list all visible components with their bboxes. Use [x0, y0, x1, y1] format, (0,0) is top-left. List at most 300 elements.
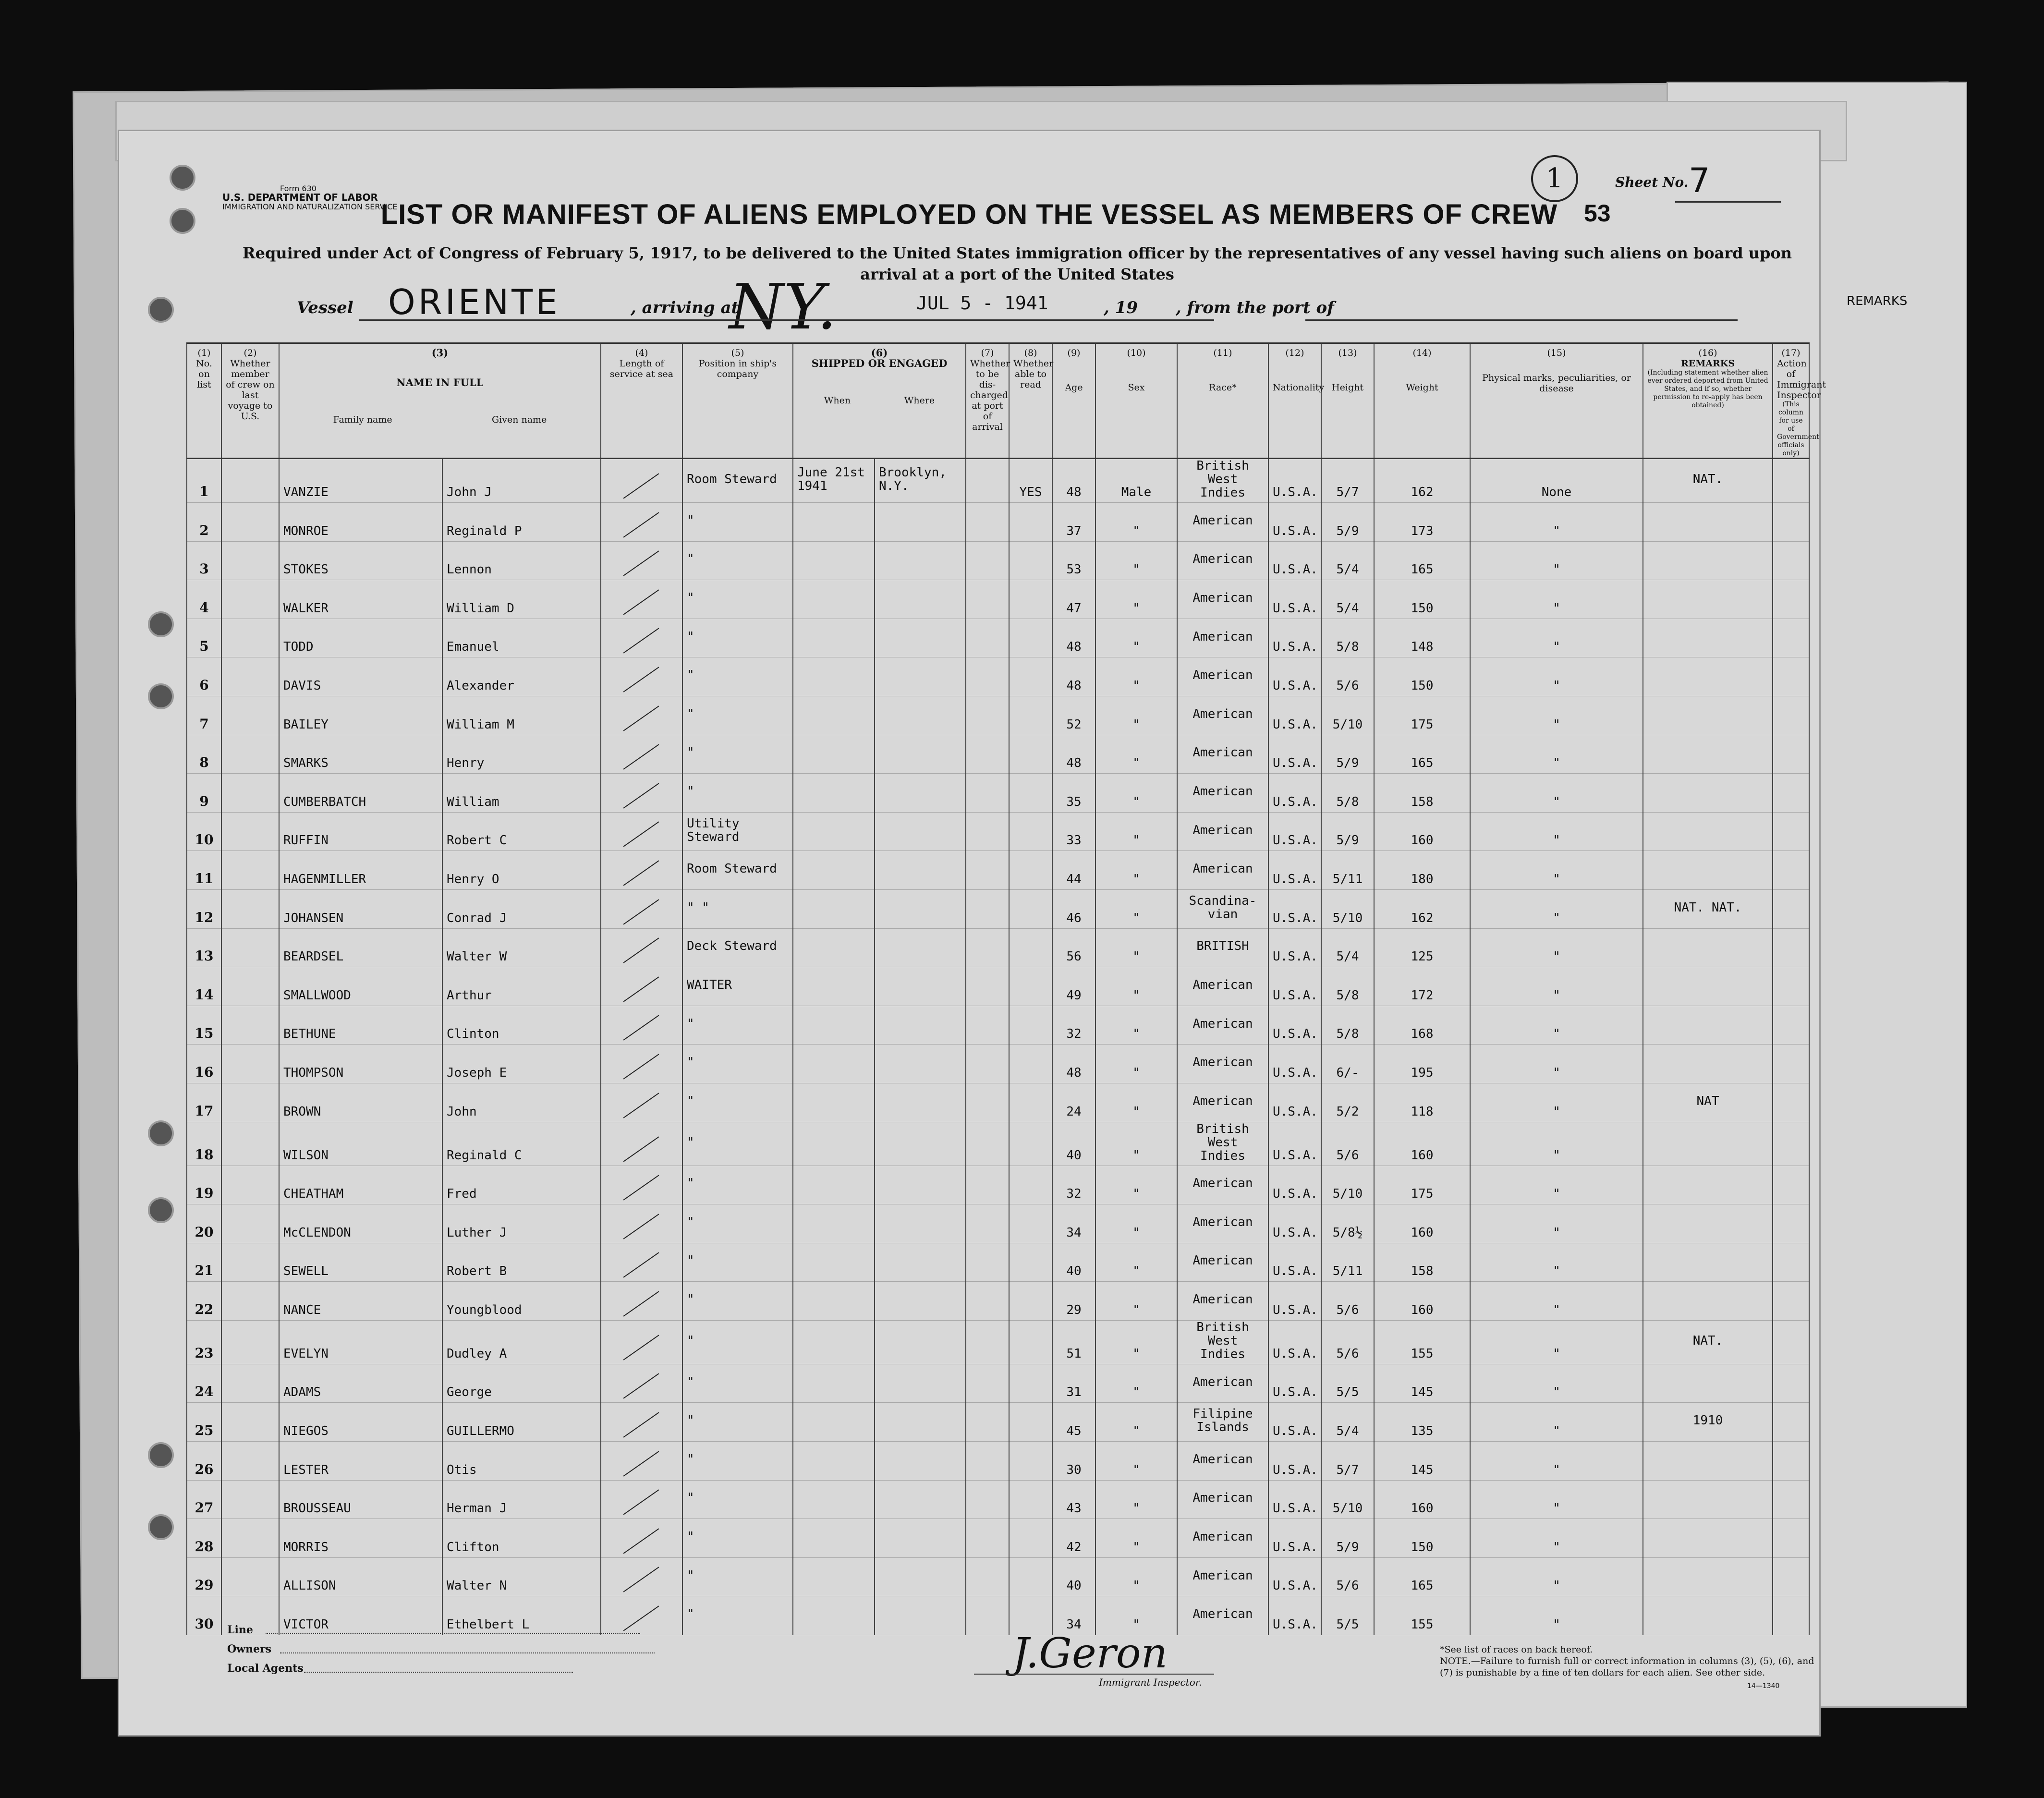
height-cell: 5/10 — [1321, 1166, 1374, 1204]
inspector-action-cell — [1773, 812, 1809, 851]
tally-mark — [623, 860, 659, 886]
row-number: 16 — [187, 1045, 221, 1083]
sex-cell: " — [1095, 1364, 1177, 1403]
weight-cell: 155 — [1374, 1320, 1470, 1364]
nationality-cell: U.S.A. — [1268, 851, 1321, 890]
discharged-cell — [966, 928, 1009, 967]
height-cell: 5/9 — [1321, 1519, 1374, 1558]
weight-cell: 160 — [1374, 1480, 1470, 1519]
service-length-cell — [601, 1006, 682, 1045]
binder-hole — [148, 1197, 174, 1223]
sex-cell: " — [1095, 1166, 1177, 1204]
weight-cell: 155 — [1374, 1596, 1470, 1635]
table-row — [187, 657, 1809, 696]
col-header-remarks: (16) REMARKS (Including statement whether alien ever ordered deported from United States, and if so, whether permission to re-apply has been obtained) — [1643, 343, 1773, 459]
table-row — [187, 774, 1809, 813]
shipped-where-cell — [875, 928, 966, 967]
prior-voyage-cell — [221, 1204, 279, 1243]
arriving-label: , arriving at — [631, 298, 739, 317]
table-row — [187, 1006, 1809, 1045]
nationality-cell: U.S.A. — [1268, 1442, 1321, 1481]
col-header-race: (11) Race* — [1177, 343, 1268, 459]
race-cell: American — [1177, 1480, 1268, 1519]
physical-marks-cell: " — [1470, 812, 1643, 851]
sex-cell: " — [1095, 1596, 1177, 1635]
col-header-able-to-read: (8) Whether able to read — [1009, 343, 1052, 459]
shipped-where-cell — [875, 1243, 966, 1282]
race-cell: American — [1177, 812, 1268, 851]
service-length-cell — [601, 1083, 682, 1122]
service-length-cell — [601, 1403, 682, 1442]
family-name-cell: ADAMS — [279, 1364, 442, 1403]
able-to-read-cell — [1009, 1045, 1052, 1083]
weight-cell: 175 — [1374, 1166, 1470, 1204]
form-number: Form 630 — [280, 184, 316, 193]
weight-cell: 195 — [1374, 1045, 1470, 1083]
tally-mark — [623, 705, 659, 731]
nationality-cell: U.S.A. — [1268, 1243, 1321, 1282]
given-name-cell: Otis — [442, 1442, 601, 1481]
shipped-where-cell — [875, 580, 966, 619]
inspector-action-cell — [1773, 696, 1809, 735]
col-header-where: Where — [904, 395, 935, 406]
remarks-cell — [1643, 1480, 1773, 1519]
sex-cell: " — [1095, 1320, 1177, 1364]
weight-cell: 160 — [1374, 1204, 1470, 1243]
row-number: 9 — [187, 774, 221, 813]
sex-cell: Male — [1095, 459, 1177, 503]
family-name-cell: CUMBERBATCH — [279, 774, 442, 813]
height-cell: 5/4 — [1321, 928, 1374, 967]
able-to-read-cell — [1009, 928, 1052, 967]
race-cell: American — [1177, 851, 1268, 890]
height-cell: 5/11 — [1321, 1243, 1374, 1282]
inspector-signature: J.Geron — [1012, 1629, 1168, 1677]
col-header-nationality: (12) Nationality — [1268, 343, 1321, 459]
race-cell: American — [1177, 1364, 1268, 1403]
inspector-label: Immigrant Inspector. — [1099, 1677, 1202, 1688]
from-port-label: , from the port of — [1176, 298, 1334, 317]
discharged-cell — [966, 541, 1009, 580]
inspector-action-cell — [1773, 503, 1809, 542]
binder-hole — [148, 611, 174, 637]
able-to-read-cell — [1009, 812, 1052, 851]
physical-marks-cell: None — [1470, 459, 1643, 503]
nationality-cell: U.S.A. — [1268, 812, 1321, 851]
discharged-cell — [966, 1045, 1009, 1083]
row-number: 1 — [187, 459, 221, 503]
shipped-when-cell — [793, 774, 875, 813]
discharged-cell — [966, 735, 1009, 774]
family-name-cell: VICTOR — [279, 1596, 442, 1635]
table-header-row — [187, 343, 1809, 459]
able-to-read-cell — [1009, 541, 1052, 580]
row-number: 10 — [187, 812, 221, 851]
prior-voyage-cell — [221, 1282, 279, 1321]
remarks-cell — [1643, 812, 1773, 851]
underlying-remarks-label: REMARKS — [1847, 294, 1908, 308]
family-name-cell: CHEATHAM — [279, 1166, 442, 1204]
physical-marks-cell: " — [1470, 967, 1643, 1006]
race-cell: American — [1177, 1045, 1268, 1083]
given-name-cell: John — [442, 1083, 601, 1122]
year-label: , 19 — [1104, 298, 1138, 317]
binder-hole — [148, 297, 174, 323]
age-cell: 31 — [1052, 1364, 1095, 1403]
given-name-cell: Clifton — [442, 1519, 601, 1558]
weight-cell: 118 — [1374, 1083, 1470, 1122]
physical-marks-cell: " — [1470, 696, 1643, 735]
tally-mark — [623, 1291, 659, 1316]
sex-cell: " — [1095, 812, 1177, 851]
race-cell: American — [1177, 503, 1268, 542]
given-name-cell: Fred — [442, 1166, 601, 1204]
sheet-number-label: Sheet No. — [1615, 174, 1689, 190]
prior-voyage-cell — [221, 1403, 279, 1442]
prior-voyage-cell — [221, 1122, 279, 1166]
nationality-cell: U.S.A. — [1268, 1166, 1321, 1204]
discharged-cell — [966, 967, 1009, 1006]
given-name-cell: Ethelbert L — [442, 1596, 601, 1635]
service-length-cell — [601, 657, 682, 696]
age-cell: 32 — [1052, 1166, 1095, 1204]
able-to-read-cell — [1009, 696, 1052, 735]
family-name-cell: BAILEY — [279, 696, 442, 735]
row-number: 23 — [187, 1320, 221, 1364]
weight-cell: 160 — [1374, 1282, 1470, 1321]
table-row — [187, 1403, 1809, 1442]
weight-cell: 175 — [1374, 696, 1470, 735]
discharged-cell — [966, 1006, 1009, 1045]
discharged-cell — [966, 459, 1009, 503]
given-name-cell: Conrad J — [442, 889, 601, 928]
physical-marks-cell: " — [1470, 580, 1643, 619]
family-name-cell: TODD — [279, 619, 442, 657]
service-length-cell — [601, 774, 682, 813]
able-to-read-cell — [1009, 1480, 1052, 1519]
height-cell: 5/11 — [1321, 851, 1374, 890]
height-cell: 5/9 — [1321, 503, 1374, 542]
service-length-cell — [601, 1122, 682, 1166]
able-to-read-cell — [1009, 1557, 1052, 1596]
sex-cell: " — [1095, 1519, 1177, 1558]
able-to-read-cell — [1009, 1282, 1052, 1321]
remarks-cell — [1643, 1243, 1773, 1282]
age-cell: 24 — [1052, 1083, 1095, 1122]
row-number: 25 — [187, 1403, 221, 1442]
height-cell: 5/9 — [1321, 812, 1374, 851]
service-length-cell — [601, 580, 682, 619]
family-name-cell: ALLISON — [279, 1557, 442, 1596]
tally-mark — [623, 473, 659, 498]
prior-voyage-cell — [221, 1480, 279, 1519]
position-cell: " — [682, 1480, 793, 1519]
service-length-cell — [601, 889, 682, 928]
inspector-action-cell — [1773, 541, 1809, 580]
nationality-cell: U.S.A. — [1268, 1204, 1321, 1243]
shipped-where-cell — [875, 735, 966, 774]
shipped-where-cell — [875, 1166, 966, 1204]
nationality-cell: U.S.A. — [1268, 1364, 1321, 1403]
nationality-cell: U.S.A. — [1268, 1045, 1321, 1083]
row-number: 26 — [187, 1442, 221, 1481]
able-to-read-cell — [1009, 1403, 1052, 1442]
prior-voyage-cell — [221, 1166, 279, 1204]
nationality-cell: U.S.A. — [1268, 1480, 1321, 1519]
given-name-cell: William — [442, 774, 601, 813]
row-number: 17 — [187, 1083, 221, 1122]
given-name-cell: William M — [442, 696, 601, 735]
remarks-cell — [1643, 1364, 1773, 1403]
table-row — [187, 580, 1809, 619]
age-cell: 56 — [1052, 928, 1095, 967]
inspector-action-cell — [1773, 889, 1809, 928]
family-name-cell: BETHUNE — [279, 1006, 442, 1045]
family-name-cell: SMARKS — [279, 735, 442, 774]
tally-mark — [623, 1412, 659, 1437]
service-length-cell — [601, 1480, 682, 1519]
physical-marks-cell: " — [1470, 1364, 1643, 1403]
shipped-when-cell — [793, 1045, 875, 1083]
prior-voyage-cell — [221, 774, 279, 813]
manifest-page — [118, 130, 1826, 1737]
prior-voyage-cell — [221, 657, 279, 696]
race-cell: American — [1177, 1204, 1268, 1243]
physical-marks-cell: " — [1470, 735, 1643, 774]
shipped-where-cell — [875, 657, 966, 696]
nationality-cell: U.S.A. — [1268, 928, 1321, 967]
remarks-cell: 1910 — [1643, 1403, 1773, 1442]
tally-mark — [623, 1214, 659, 1239]
age-cell: 44 — [1052, 851, 1095, 890]
col-header-family-name: Family name — [333, 414, 392, 425]
position-cell: " — [682, 1403, 793, 1442]
height-cell: 5/8 — [1321, 774, 1374, 813]
prior-voyage-cell — [221, 1243, 279, 1282]
service-length-cell — [601, 1282, 682, 1321]
row-number: 13 — [187, 928, 221, 967]
nationality-cell: U.S.A. — [1268, 459, 1321, 503]
tally-mark — [623, 1054, 659, 1079]
height-cell: 5/4 — [1321, 541, 1374, 580]
vessel-name: ORIENTE — [388, 282, 560, 322]
inspector-action-cell — [1773, 1006, 1809, 1045]
able-to-read-cell — [1009, 774, 1052, 813]
footnote — [1440, 1644, 1814, 1678]
inspector-action-cell — [1773, 657, 1809, 696]
sex-cell: " — [1095, 1557, 1177, 1596]
race-cell: American — [1177, 1442, 1268, 1481]
position-cell: " — [682, 1282, 793, 1321]
physical-marks-cell: " — [1470, 1204, 1643, 1243]
table-row — [187, 1320, 1809, 1364]
tally-mark — [623, 1451, 659, 1476]
race-cell: American — [1177, 1282, 1268, 1321]
inspector-action-cell — [1773, 459, 1809, 503]
weight-cell: 165 — [1374, 1557, 1470, 1596]
tally-mark — [623, 589, 659, 615]
shipped-when-cell: June 21st 1941 — [793, 459, 875, 503]
shipped-where-cell — [875, 1519, 966, 1558]
discharged-cell — [966, 1480, 1009, 1519]
shipped-where-cell — [875, 1083, 966, 1122]
remarks-cell — [1643, 657, 1773, 696]
col-header-discharged: (7) Whether to be dis-charged at port of arrival — [966, 343, 1009, 459]
prior-voyage-cell — [221, 696, 279, 735]
physical-marks-cell: " — [1470, 1320, 1643, 1364]
table-row — [187, 1083, 1809, 1122]
col-header-prior-voyage: (2) Whether member of crew on last voyage to U.S. — [221, 343, 279, 459]
nationality-cell: U.S.A. — [1268, 1282, 1321, 1321]
inspector-action-cell — [1773, 1442, 1809, 1481]
row-number: 20 — [187, 1204, 221, 1243]
shipped-when-cell — [793, 735, 875, 774]
row-number: 29 — [187, 1557, 221, 1596]
race-cell: American — [1177, 1596, 1268, 1635]
shipped-when-cell — [793, 503, 875, 542]
position-cell: " — [682, 1006, 793, 1045]
tally-mark — [623, 1136, 659, 1162]
weight-cell: 125 — [1374, 928, 1470, 967]
able-to-read-cell — [1009, 1519, 1052, 1558]
given-name-cell: Arthur — [442, 967, 601, 1006]
given-name-cell: Alexander — [442, 657, 601, 696]
sheet-number-value: 7 — [1689, 161, 1710, 200]
prior-voyage-cell — [221, 1083, 279, 1122]
discharged-cell — [966, 1364, 1009, 1403]
height-cell: 5/6 — [1321, 1282, 1374, 1321]
position-cell: Deck Steward — [682, 928, 793, 967]
tally-mark — [623, 744, 659, 770]
position-cell: " — [682, 503, 793, 542]
remarks-cell — [1643, 1282, 1773, 1321]
inspector-action-cell — [1773, 1282, 1809, 1321]
inspector-action-cell — [1773, 1243, 1809, 1282]
family-name-cell: DAVIS — [279, 657, 442, 696]
height-cell: 6/- — [1321, 1045, 1374, 1083]
inspector-action-cell — [1773, 1320, 1809, 1364]
race-cell: British West Indies — [1177, 459, 1268, 503]
given-name-cell: Clinton — [442, 1006, 601, 1045]
nationality-cell: U.S.A. — [1268, 580, 1321, 619]
family-name-cell: BEARDSEL — [279, 928, 442, 967]
row-number: 15 — [187, 1006, 221, 1045]
inspector-action-cell — [1773, 1557, 1809, 1596]
age-cell: 34 — [1052, 1596, 1095, 1635]
height-cell: 5/9 — [1321, 735, 1374, 774]
shipped-when-cell — [793, 1122, 875, 1166]
tally-mark — [623, 1252, 659, 1278]
physical-marks-cell: " — [1470, 1403, 1643, 1442]
nationality-cell: U.S.A. — [1268, 1006, 1321, 1045]
shipped-where-cell: Brooklyn, N.Y. — [875, 459, 966, 503]
prior-voyage-cell — [221, 459, 279, 503]
prior-voyage-cell — [221, 1045, 279, 1083]
row-number: 30 — [187, 1596, 221, 1635]
height-cell: 5/10 — [1321, 696, 1374, 735]
sex-cell: " — [1095, 1006, 1177, 1045]
crew-manifest-table — [186, 342, 1826, 1635]
table-row — [187, 1557, 1809, 1596]
row-number: 8 — [187, 735, 221, 774]
given-name-cell: William D — [442, 580, 601, 619]
shipped-where-cell — [875, 619, 966, 657]
position-cell: " — [682, 696, 793, 735]
weight-cell: 150 — [1374, 657, 1470, 696]
given-name-cell: Youngblood — [442, 1282, 601, 1321]
position-cell: " — [682, 1083, 793, 1122]
height-cell: 5/5 — [1321, 1596, 1374, 1635]
race-cell: Filipine Islands — [1177, 1403, 1268, 1442]
nationality-cell: U.S.A. — [1268, 1083, 1321, 1122]
binder-hole — [170, 165, 195, 191]
shipped-where-cell — [875, 812, 966, 851]
inspector-action-cell — [1773, 580, 1809, 619]
able-to-read-cell — [1009, 851, 1052, 890]
table-row — [187, 1166, 1809, 1204]
remarks-cell — [1643, 1122, 1773, 1166]
inspector-action-cell — [1773, 1596, 1809, 1635]
vessel-underline — [359, 319, 743, 321]
given-name-cell: Henry O — [442, 851, 601, 890]
prior-voyage-cell — [221, 619, 279, 657]
remarks-cell — [1643, 1166, 1773, 1204]
race-cell: American — [1177, 1557, 1268, 1596]
weight-cell: 162 — [1374, 889, 1470, 928]
position-cell: " — [682, 580, 793, 619]
weight-cell: 172 — [1374, 967, 1470, 1006]
prior-voyage-cell — [221, 1320, 279, 1364]
sex-cell: " — [1095, 928, 1177, 967]
shipped-when-cell — [793, 1364, 875, 1403]
shipped-where-cell — [875, 1006, 966, 1045]
row-number: 6 — [187, 657, 221, 696]
service-length-cell — [601, 928, 682, 967]
physical-marks-cell: " — [1470, 1442, 1643, 1481]
age-cell: 52 — [1052, 696, 1095, 735]
inspector-action-cell — [1773, 967, 1809, 1006]
row-number: 18 — [187, 1122, 221, 1166]
remarks-cell — [1643, 967, 1773, 1006]
shipped-where-cell — [875, 1282, 966, 1321]
shipped-where-cell — [875, 774, 966, 813]
remarks-cell — [1643, 735, 1773, 774]
weight-cell: 165 — [1374, 541, 1470, 580]
discharged-cell — [966, 657, 1009, 696]
height-cell: 5/8 — [1321, 1006, 1374, 1045]
height-cell: 5/5 — [1321, 1364, 1374, 1403]
table-row — [187, 851, 1809, 890]
prior-voyage-cell — [221, 503, 279, 542]
nationality-cell: U.S.A. — [1268, 657, 1321, 696]
inspector-action-cell — [1773, 928, 1809, 967]
remarks-cell — [1643, 580, 1773, 619]
tally-mark — [623, 1605, 659, 1631]
service-length-cell — [601, 735, 682, 774]
age-cell: 34 — [1052, 1204, 1095, 1243]
row-number: 5 — [187, 619, 221, 657]
height-cell: 5/7 — [1321, 459, 1374, 503]
family-name-cell: SEWELL — [279, 1243, 442, 1282]
table-row — [187, 1045, 1809, 1083]
position-cell: Utility Steward — [682, 812, 793, 851]
able-to-read-cell — [1009, 1204, 1052, 1243]
table-row — [187, 812, 1809, 851]
remarks-cell: NAT. — [1643, 459, 1773, 503]
nationality-cell: U.S.A. — [1268, 1403, 1321, 1442]
physical-marks-cell: " — [1470, 1519, 1643, 1558]
tally-mark — [623, 899, 659, 924]
